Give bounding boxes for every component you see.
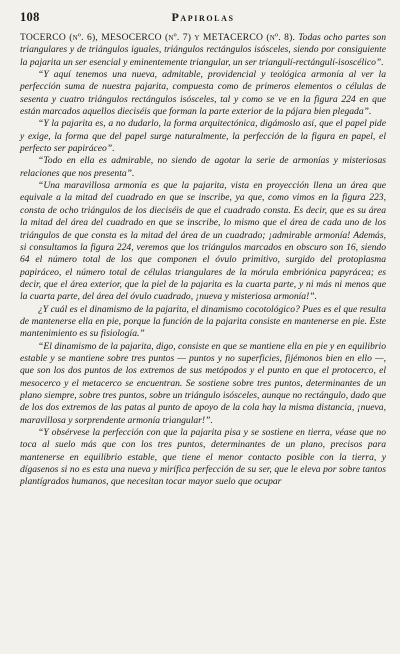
paragraph bbox=[20, 69, 386, 118]
running-header bbox=[20, 10, 386, 32]
body-text bbox=[20, 32, 386, 489]
paragraph-text: “Y obsérvese la perfección con que la pajarita pisa y se sostiene en tierra, véase que no toca al suelo más que con los tres puntos, determinantes de un plano, precisos para mantenerse en equilibrio estable, que tiene el menor contacto posible con la tierra, y dígasenos si no es esta una nueva y mirífica perfección de su ser, que le eleva por sobre tantos plantígrados humanos, que necesitan tocar mayor suelo que ocupar bbox=[20, 427, 386, 488]
paragraph-lead: TOCERCO (nº. 6), MESOCERCO (nº. 7) y METACERCO (nº. 8). bbox=[20, 32, 296, 43]
paragraph bbox=[20, 155, 386, 180]
paragraph bbox=[20, 341, 386, 427]
paragraph bbox=[20, 32, 386, 69]
paragraph-text: “El dinamismo de la pajarita, digo, consiste en que se mantiene ella en pie y en equilibrio estable y se mantiene sobre tres puntos — puntos y no superficies, fijémonos bien en ello —, que son los dos puntos de los extremos de sus metópodos y el punto en que el protocerco, el mesocerco y el metacerco se encuentran. Se sostiene sobre tres puntos, determinantes de un plano siempre, sobre tres puntos, sobre un triángulo isósceles, aunque no rectángulo, dado que de los dos extremos de las patas al punto de apoyo de la cola hay la misma distancia, ¡nueva, maravillosa y sorprendente armonía triangular!”. bbox=[20, 340, 386, 426]
paragraph bbox=[20, 118, 386, 155]
paragraph-text: “Todo en ella es admirable, no siendo de agotar la serie de armonías y misteriosas relaciones que nos presenta”. bbox=[20, 155, 386, 179]
running-title: Papirolas bbox=[171, 10, 235, 24]
paragraph-text: ¿Y cuál es el dinamismo de la pajarita, el dinamismo cocotológico? Pues es el que resulta de mantenerse ella en pie, porque la función de la pajarita consiste en mantenerse en pie. Este mantenimiento es su fisiología.” bbox=[20, 303, 386, 340]
paragraph-text: “Una maravillosa armonía es que la pajarita, vista en proyección llena un área que equivale a la mitad del cuadrado en que se inscribe, ya que, como vimos en la figura 223, consta de ocho triángulos de los dieciséis de que el cuadrado consta. Es decir, que es su área la mitad del área del cuadrado en que se inscribe, lo mismo que el área de cada uno de los triángulos de que consta es la mitad del área de un cuadrado; ¡admirable armonía! Además, si consultamos la figura 224, veremos que los triángulos marcados en obscuro son 16, siendo 64 el número total de los que componen el óvulo primitivo, surgido del protoplasma papiráceo, el número total de células triangulares de la mórula embriónica papyrácea; es decir, que el área exterior, que la piel de la pajarita es la cuarta parte, y ni más ni menos que la cuarta parte, del área del óvulo cuadrado, ¡nueva y misteriosa armonía!”. bbox=[20, 180, 386, 303]
paragraph-text: Todas ocho partes son triangulares y de triángulos iguales, triángulos rectángulos isósceles, siendo por consiguiente la pajarita un ser esencial y eminentemente triangular, un ser triangulí-rectángulí-isoscélico”. bbox=[20, 32, 386, 68]
page-number: 108 bbox=[20, 10, 40, 24]
paragraph-text: “Y aquí tenemos una nueva, admitable, providencial y teológica armonía al ver la perfección suma de nuestra pajarita, compuesta como de primeros elementos o células de sesenta y cuatro triángulos rectángulos isósceles, tal y como se ve en la figura 224 en que están marcados aquellos dieciséis que forman la parte exterior de la pájara bien plegada”. bbox=[20, 69, 386, 118]
paragraph bbox=[20, 427, 386, 489]
paragraph bbox=[20, 304, 386, 341]
paragraph-text: “Y la pajarita es, a no dudarlo, la forma arquitectónica, digámoslo así, que el papel pide y exige, la forma que del papel surge naturalmente, la perfección de la figura en papel, el perfecto ser papiráceo”. bbox=[20, 118, 386, 155]
paragraph bbox=[20, 180, 386, 303]
